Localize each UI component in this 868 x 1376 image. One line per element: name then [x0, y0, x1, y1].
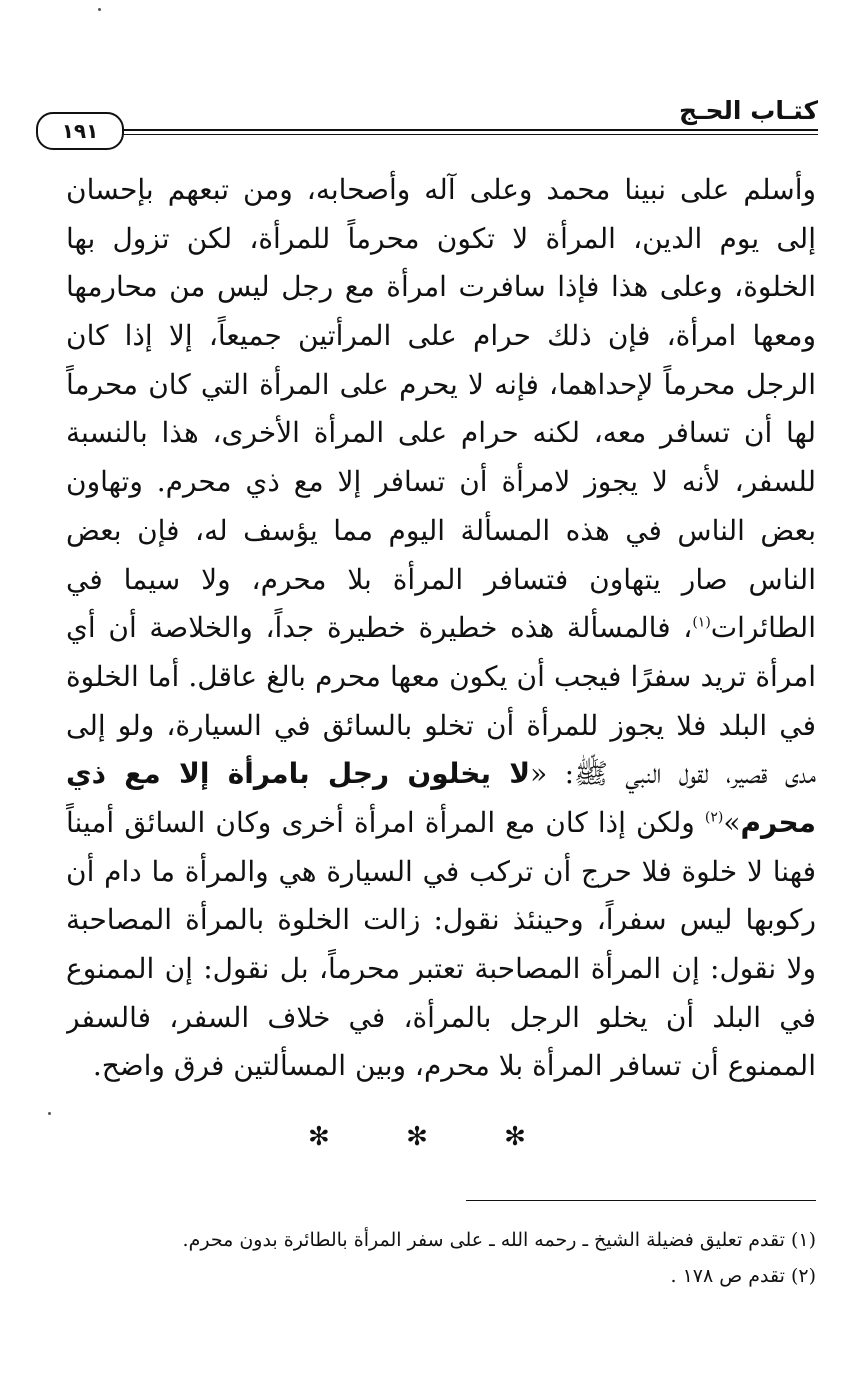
text-line: الناس صار يتهاون فتسافر المرأة بلا محرم، ولا سيما في: [66, 562, 816, 596]
text-line: [66, 799, 816, 848]
page-header: [36, 96, 818, 148]
text-line: ركوبها ليس سفراً، وحينئذ نقول: زالت الخلوة بالمرأة المصاحبة: [66, 903, 816, 937]
book-title: كتـاب الحـج: [678, 96, 818, 125]
text-line: امرأة تريد سفرًا فيجب أن يكون معها محرم بالغ عاقل. أما الخلوة: [66, 659, 816, 693]
text-segment: الطائرات: [710, 611, 816, 645]
text-line: إلى يوم الدين، المرأة لا تكون محرماً للمرأة، لكن تزول بها: [66, 221, 816, 255]
hadith-quote: لا يخلون رجل بامرأة إلا مع ذي: [66, 757, 531, 791]
footnote-1: (١) تقدم تعليق فضيلة الشيخ ـ رحمه الله ـ على سفر المرأة بالطائرة بدون محرم.: [182, 1229, 816, 1251]
footnote-ref-1: (١): [692, 614, 711, 631]
text-line: الخلوة، وعلى هذا فإذا سافرت امرأة مع رجل ليس من محارمها: [66, 270, 816, 304]
text-segment: ولكن إذا كان مع المرأة امرأة أخرى وكان السائق أميناً: [66, 805, 695, 839]
text-line: بعض الناس في هذه المسألة اليوم مما يؤسف له، فإن بعض: [66, 513, 816, 547]
footnotes: [66, 1222, 816, 1294]
text-line: ومعها امرأة، فإن ذلك حرام على المرأتين جميعاً، إلا إذا كان: [66, 319, 816, 353]
text-line: [66, 604, 816, 653]
text-segment: مدى قصير، لقول النبي ﷺ: «: [530, 757, 816, 791]
text-line: فهنا لا خلوة فلا حرج أن تركب في السيارة هي والمرأة ما دام أن: [66, 854, 816, 888]
footnote-2: (٢) تقدم ص ١٧٨ .: [670, 1265, 816, 1287]
header-rule: [116, 129, 818, 135]
quote-close: »: [723, 805, 741, 839]
text-line: ولا نقول: إن المرأة المصاحبة تعتبر محرماً، بل نقول: إن الممنوع: [66, 952, 816, 985]
text-line: الرجل محرماً لإحداهما، فإنه لا يحرم على المرأة التي كان محرماً: [66, 367, 816, 401]
page-number: ١٩١: [36, 112, 124, 150]
footnote-ref-2: (٢): [704, 809, 724, 826]
hadith-quote-end: محرم: [740, 805, 816, 839]
text-segment: ، فالمسألة هذه خطيرة خطيرة جداً، والخلاصة أن أي: [66, 611, 693, 645]
footnote-rule: [466, 1200, 816, 1201]
scan-speck: [98, 8, 101, 11]
scan-speck: [48, 1112, 51, 1115]
section-separator: ✻ ✻ ✻: [308, 1122, 560, 1152]
text-line: لها أن تسافر معه، لكنه حرام على المرأة الأخرى، هذا بالنسبة: [66, 416, 816, 450]
text-line: للسفر، لأنه لا يجوز لامرأة أن تسافر إلا مع ذي محرم. وتهاون: [66, 465, 816, 499]
text-line: في البلد فلا يجوز للمرأة أن تخلو بالسائق في السيارة، ولو إلى: [66, 708, 816, 742]
body-text: [66, 166, 816, 1091]
text-line: في البلد أن يخلو الرجل بالمرأة، في خلاف السفر، فالسفر: [66, 1000, 816, 1034]
text-line: [66, 750, 816, 799]
text-line: الممنوع أن تسافر المرأة بلا محرم، وبين المسألتين فرق واضح.: [92, 1049, 816, 1083]
text-line: وأسلم على نبينا محمد وعلى آله وأصحابه، ومن تبعهم بإحسان: [66, 173, 816, 206]
